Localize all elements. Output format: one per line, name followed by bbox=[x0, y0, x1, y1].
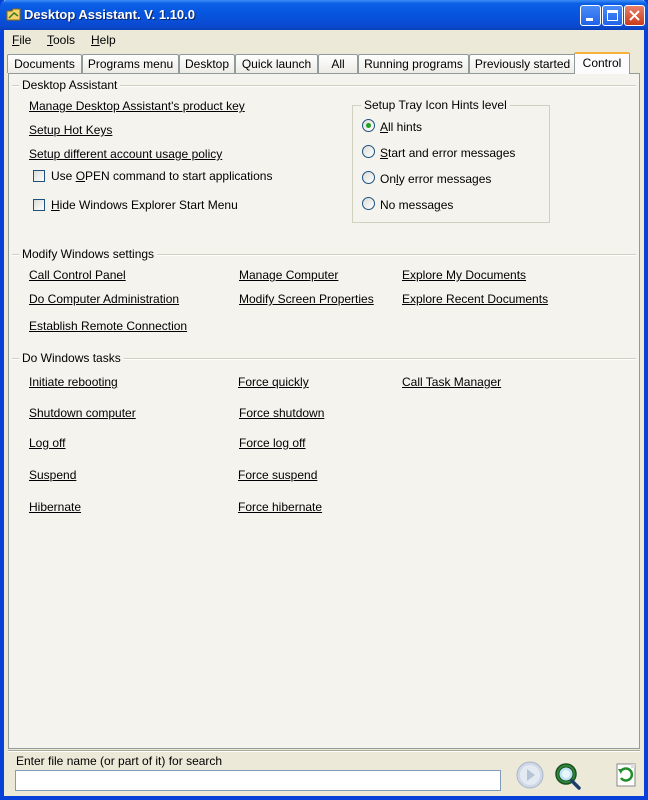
manage-computer-link[interactable]: Manage Computer bbox=[239, 268, 339, 282]
tab-previously-started[interactable]: Previously started bbox=[469, 54, 576, 73]
minimize-icon bbox=[581, 6, 600, 25]
minimize-button[interactable] bbox=[580, 5, 601, 26]
group-title-windows-tasks: Do Windows tasks bbox=[19, 351, 124, 365]
remote-connection-link[interactable]: Establish Remote Connection bbox=[29, 319, 188, 333]
tab-running-programs[interactable]: Running programs bbox=[358, 54, 469, 73]
tab-control[interactable]: Control bbox=[574, 52, 630, 74]
search-label: Enter file name (or part of it) for search bbox=[16, 754, 223, 768]
computer-administration-link[interactable]: Do Computer Administration bbox=[29, 292, 180, 306]
hide-start-menu-label[interactable]: Hide Windows Explorer Start Menu bbox=[51, 198, 238, 212]
call-control-panel-link[interactable]: Call Control Panel bbox=[29, 268, 126, 282]
close-icon bbox=[625, 6, 644, 25]
setup-hot-keys-link[interactable]: Setup Hot Keys bbox=[29, 123, 113, 137]
radio-start-error-messages[interactable] bbox=[362, 145, 375, 158]
search-input[interactable] bbox=[15, 770, 501, 791]
explore-my-documents-link[interactable]: Explore My Documents bbox=[402, 268, 527, 282]
maximize-button[interactable] bbox=[602, 5, 623, 26]
menu-bar bbox=[4, 30, 644, 50]
manage-product-key-link[interactable]: Manage Desktop Assistant's product key bbox=[29, 99, 245, 113]
account-usage-policy-link[interactable]: Setup different account usage policy bbox=[29, 147, 223, 161]
tab-documents[interactable]: Documents bbox=[7, 54, 82, 73]
window-title: Desktop Assistant. V. 1.10.0 bbox=[24, 7, 196, 22]
tab-quick-launch[interactable]: Quick launch bbox=[235, 54, 318, 73]
maximize-icon bbox=[603, 6, 622, 25]
control-panel bbox=[8, 73, 640, 749]
group-title-desktop-assistant: Desktop Assistant bbox=[19, 78, 120, 92]
use-open-command-label[interactable]: Use OPEN command to start applications bbox=[51, 169, 273, 183]
tab-desktop[interactable]: Desktop bbox=[179, 54, 235, 73]
menu-file[interactable]: File bbox=[12, 33, 32, 47]
play-arrow-icon bbox=[515, 760, 545, 790]
radio-start-error-messages-label[interactable]: Start and error messages bbox=[380, 146, 516, 160]
magnifier-icon bbox=[553, 760, 583, 790]
force-hibernate-link[interactable]: Force hibernate bbox=[238, 500, 323, 514]
force-quickly-link[interactable]: Force quickly bbox=[238, 375, 309, 389]
folder-app-icon bbox=[6, 7, 21, 22]
tab-programs-menu[interactable]: Programs menu bbox=[82, 54, 179, 73]
modify-screen-properties-link[interactable]: Modify Screen Properties bbox=[239, 292, 374, 306]
suspend-link[interactable]: Suspend bbox=[29, 468, 77, 482]
refresh-icon bbox=[612, 760, 640, 790]
hibernate-link[interactable]: Hibernate bbox=[29, 500, 82, 514]
radio-all-hints-label[interactable]: All hints bbox=[380, 120, 423, 134]
menu-tools[interactable]: Tools bbox=[47, 33, 76, 47]
group-title-modify-windows: Modify Windows settings bbox=[19, 247, 157, 261]
radio-only-error-messages-label[interactable]: Only error messages bbox=[380, 172, 492, 186]
close-button[interactable] bbox=[624, 5, 645, 26]
force-shutdown-link[interactable]: Force shutdown bbox=[239, 406, 325, 420]
radio-no-messages-label[interactable]: No messages bbox=[380, 198, 454, 212]
radio-only-error-messages[interactable] bbox=[362, 171, 375, 184]
radio-selected-dot bbox=[366, 123, 371, 128]
search-button[interactable] bbox=[553, 760, 583, 790]
refresh-button[interactable] bbox=[612, 760, 640, 790]
force-log-off-link[interactable]: Force log off bbox=[239, 436, 306, 450]
tray-hints-title: Setup Tray Icon Hints level bbox=[361, 98, 510, 112]
go-button[interactable] bbox=[515, 760, 545, 790]
initiate-rebooting-link[interactable]: Initiate rebooting bbox=[29, 375, 118, 389]
explore-recent-documents-link[interactable]: Explore Recent Documents bbox=[402, 292, 549, 306]
menu-help[interactable]: Help bbox=[91, 33, 116, 47]
tab-all[interactable]: All bbox=[318, 54, 358, 73]
log-off-link[interactable]: Log off bbox=[29, 436, 66, 450]
shutdown-computer-link[interactable]: Shutdown computer bbox=[29, 406, 136, 420]
radio-no-messages[interactable] bbox=[362, 197, 375, 210]
force-suspend-link[interactable]: Force suspend bbox=[238, 468, 318, 482]
call-task-manager-link[interactable]: Call Task Manager bbox=[402, 375, 502, 389]
radio-all-hints[interactable] bbox=[362, 119, 375, 132]
tab-strip bbox=[4, 52, 644, 74]
bottom-separator bbox=[8, 750, 640, 751]
title-bar[interactable] bbox=[0, 0, 648, 30]
hide-start-menu-checkbox[interactable] bbox=[33, 199, 45, 211]
use-open-command-checkbox[interactable] bbox=[33, 170, 45, 182]
